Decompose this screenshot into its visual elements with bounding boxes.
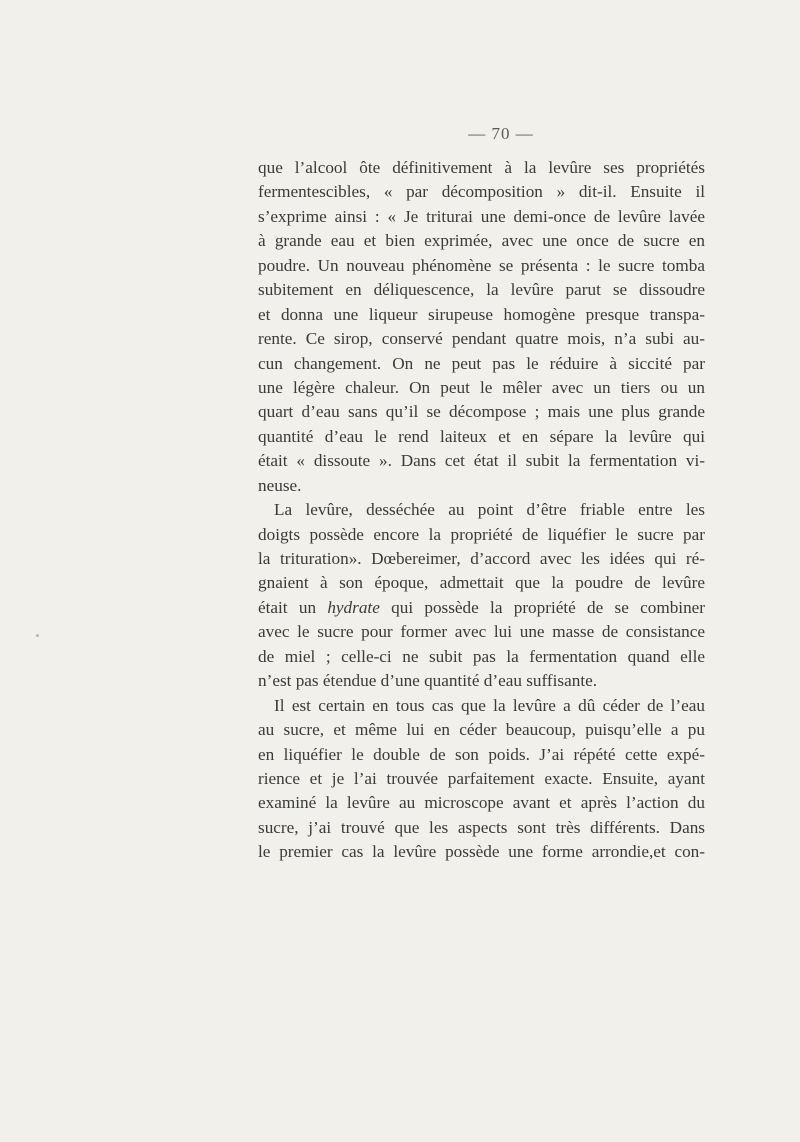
text-line: s’exprime ainsi : « Je triturai une demi-once de levûre lavée (258, 206, 705, 226)
text-line: n’est pas étendue d’une quantité d’eau suffisante. (258, 671, 598, 691)
text-line: avec le sucre pour former avec lui une masse de consistance (258, 622, 705, 642)
text-line: et donna une liqueur sirupeuse homogène presque transpa- (258, 304, 705, 324)
text-line: examiné la levûre au microscope avant et après l’action du (258, 793, 705, 813)
text-line: neuse. (258, 475, 302, 495)
paper-speck (36, 634, 39, 637)
text-line: La levûre, desséchée au point d’être friable entre les (274, 500, 705, 520)
text-segment: était un (258, 597, 317, 617)
text-line: rience et je l’ai trouvée parfaitement exacte. Ensuite, ayant (258, 768, 705, 788)
text-line: quantité d’eau le rend laiteux et en sépare la levûre qui (258, 426, 705, 446)
text-line: une légère chaleur. On peut le mêler avec un tiers ou un (258, 377, 705, 397)
italic-term: hydrate (327, 597, 380, 617)
text-line: sucre, j’ai trouvé que les aspects sont très différents. Dans (258, 817, 705, 837)
text-line: poudre. Un nouveau phénomène se présenta : le sucre tomba (258, 255, 705, 275)
text-line: à grande eau et bien exprimée, avec une once de sucre en (258, 231, 705, 251)
text-line: doigts possède encore la propriété de liquéfier le sucre par (258, 524, 705, 544)
body-text (258, 156, 705, 865)
text-line: subitement en déliquescence, la levûre parut se dissoudre (258, 280, 705, 300)
text-line: rente. Ce sirop, conservé pendant quatre mois, n’a subi au- (258, 329, 705, 349)
text-line: quart d’eau sans qu’il se décompose ; mais une plus grande (258, 402, 705, 422)
text-line: Il est certain en tous cas que la levûre a dû céder de l’eau (274, 695, 705, 715)
text-line: que l’alcool ôte définitivement à la levûre ses propriétés (258, 158, 705, 177)
text-line: au sucre, et même lui en céder beaucoup, puisqu’elle a pu (258, 720, 705, 740)
text-segment: qui possède la propriété de se combiner (391, 597, 705, 617)
text-line: fermentescibles, « par décomposition » dit-il. Ensuite il (258, 182, 705, 202)
text-line: gnaient à son époque, admettait que la poudre de levûre (258, 573, 705, 593)
text-line: était « dissoute ». Dans cet état il subit la fermentation vi- (258, 451, 705, 471)
text-line: la trituration». Dœbereimer, d’accord avec les idées qui ré- (258, 549, 705, 568)
text-line-with-italic (258, 596, 705, 620)
text-line: en liquéfier le double de son poids. J’ai répété cette expé- (258, 744, 705, 764)
text-line: cun changement. On ne peut pas le réduire à siccité par (258, 353, 705, 373)
text-line: le premier cas la levûre possède une forme arrondie,et con- (258, 842, 705, 862)
text-line: de miel ; celle-ci ne subit pas la fermentation quand elle (258, 646, 705, 666)
page-number: — 70 — (468, 124, 534, 143)
